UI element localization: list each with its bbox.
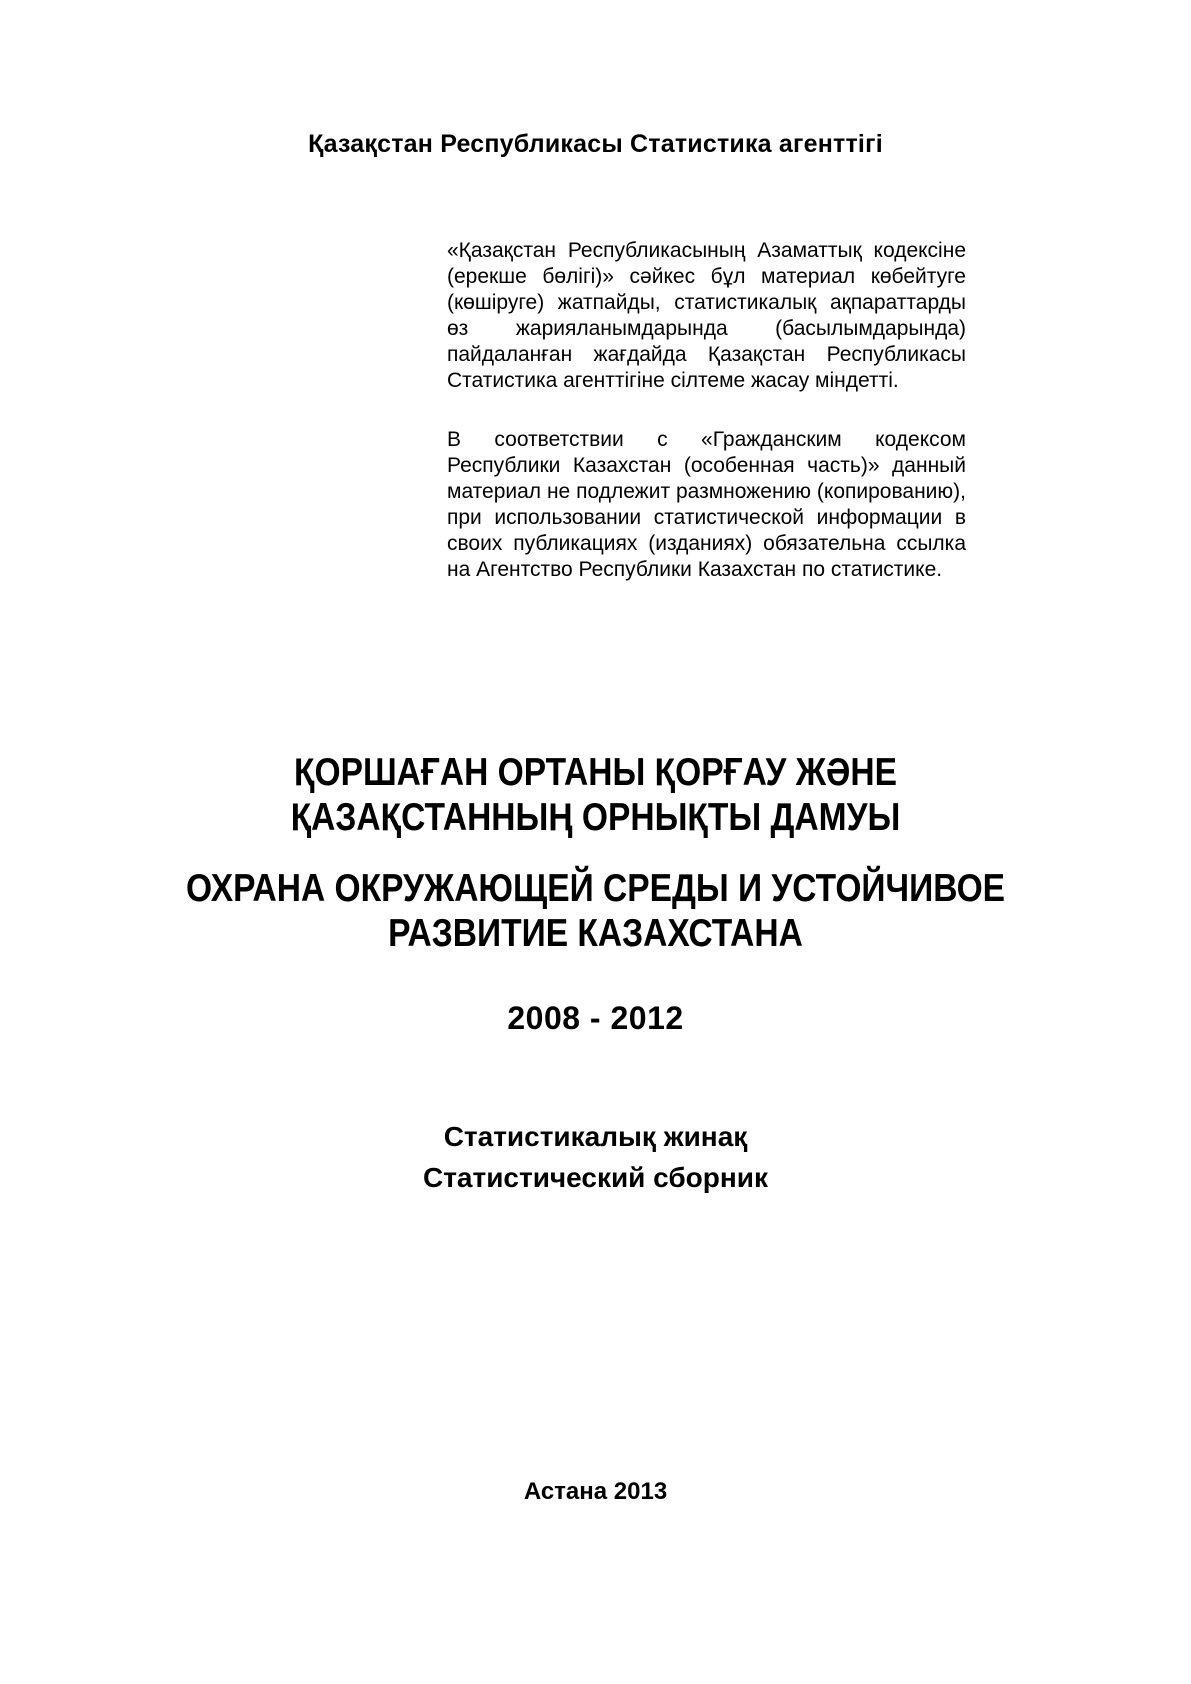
copyright-notice-russian: В соответствии с «Гражданским кодексом Республики Казахстан (особенная часть)» данный материал не подлежит размножению (копированию), при использовании статистической информации в своих публикациях (изданиях) обязательна ссылка на Агентство Республики Казахстан по статистике. xyxy=(447,428,966,581)
period-years: 2008 - 2012 xyxy=(507,1000,684,1036)
title-russian-line1: ОХРАНА ОКРУЖАЮЩЕЙ СРЕДЫ И УСТОЙЧИВОЕ xyxy=(185,867,1006,910)
copyright-notice-kazakh: «Қазақстан Республикасының Азаматтық кодексіне (ерекше бөлігі)» сәйкес бұл материал көбейтуге (көшіруге) жатпайды, статистикалық ақпараттарды өз жарияланымдарында (басылымдарында) пайдаланған жағдайда Қазақстан Республикасы Статистика агенттігіне сілтеме жасау міндетті. xyxy=(447,239,966,392)
title-russian-line2: РАЗВИТИЕ КАЗАХСТАНА xyxy=(388,912,803,955)
title-kazakh-line1: ҚОРШАҒАН ОРТАНЫ ҚОРҒАУ ЖӘНЕ xyxy=(294,751,897,794)
title-kazakh xyxy=(83,750,1107,840)
subtitle-block xyxy=(0,1116,1191,1198)
agency-header: Қазақстан Республикасы Статистика агенттігі xyxy=(308,130,883,158)
title-kazakh-line2: ҚАЗАҚСТАННЫҢ ОРНЫҚТЫ ДАМУЫ xyxy=(290,796,901,839)
title-russian xyxy=(83,866,1107,956)
subtitle-kazakh: Статистикалық жинақ xyxy=(443,1121,748,1152)
copyright-notice-block xyxy=(447,238,966,583)
imprint-city-year: Астана 2013 xyxy=(523,1478,668,1505)
subtitle-russian: Статистический сборник xyxy=(422,1162,769,1193)
